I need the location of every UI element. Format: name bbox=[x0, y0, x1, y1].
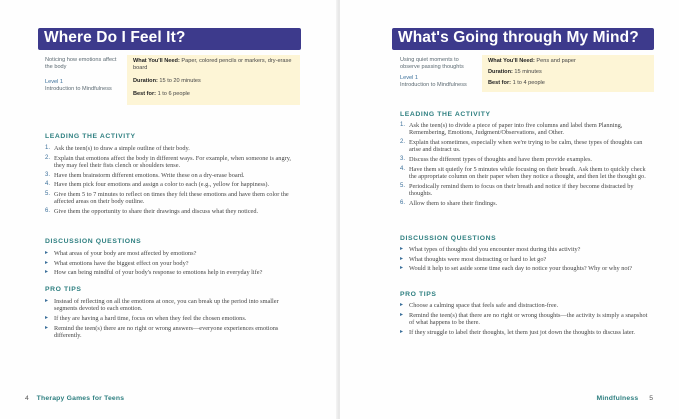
page-footer bbox=[596, 395, 653, 402]
level-label: Level 1 bbox=[45, 79, 64, 85]
materials-box bbox=[127, 55, 300, 105]
step-item bbox=[400, 166, 652, 181]
step-item bbox=[45, 145, 301, 152]
bullet-text: What thoughts were most distracting or hard to let go? bbox=[409, 255, 547, 263]
step-number: 3. bbox=[45, 171, 51, 178]
step-number: 3. bbox=[400, 156, 406, 162]
leading-heading: LEADING THE ACTIVITY bbox=[45, 133, 136, 140]
bullet-text: Remind the teen(s) that there are no right or wrong thoughts—the activity is simply a snapshot of what happens to be there. bbox=[409, 311, 648, 326]
bullet-arrow-icon: ▸ bbox=[45, 298, 49, 304]
step-text: Give them the opportunity to share their drawings and discuss what they noticed. bbox=[54, 207, 259, 215]
step-number: 4. bbox=[45, 181, 51, 188]
step-text: Periodically remind them to focus on their breath and notice if they become distracted by thoughts. bbox=[409, 182, 634, 197]
bullet-text: What areas of your body are most affected by emotions? bbox=[54, 250, 197, 257]
tips-heading: PRO TIPS bbox=[45, 286, 82, 293]
step-text: Have them sit quietly for 5 minutes while focusing on their breath. Ask them to quickly check the appropriate column on their paper when they notice a thought, and then let the thought go. bbox=[409, 165, 646, 180]
level-name: Introduction to Mindfulness bbox=[45, 86, 112, 92]
best-for-line: Best for: 1 to 6 people bbox=[133, 91, 190, 97]
questions-list bbox=[45, 250, 301, 279]
tip-item bbox=[45, 325, 301, 340]
step-text: Ask the teen(s) to divide a piece of paper into five columns and label them Planning, Remembering, Emotions, Judgment/Observations, and Other. bbox=[409, 122, 623, 137]
bullet-arrow-icon: ▸ bbox=[400, 265, 404, 272]
discussion-heading: DISCUSSION QUESTIONS bbox=[45, 238, 142, 245]
bullet-arrow-icon: ▸ bbox=[400, 302, 404, 308]
activity-title-bar bbox=[392, 28, 654, 50]
question-item bbox=[45, 260, 301, 267]
bullet-arrow-icon: ▸ bbox=[45, 315, 49, 321]
step-number: 1. bbox=[45, 145, 51, 151]
step-item bbox=[400, 156, 652, 163]
leading-heading: LEADING THE ACTIVITY bbox=[400, 111, 491, 118]
bullet-text: Choose a calming space that feels safe and distraction-free. bbox=[409, 302, 559, 309]
activity-level bbox=[400, 75, 478, 89]
step-number: 5. bbox=[400, 182, 406, 189]
bullet-arrow-icon: ▸ bbox=[400, 328, 404, 335]
tip-item bbox=[400, 329, 652, 336]
step-number: 5. bbox=[45, 190, 51, 197]
materials-line: What You'll Need: Pens and paper bbox=[488, 58, 576, 64]
question-item bbox=[45, 269, 301, 276]
step-number: 1. bbox=[400, 122, 406, 128]
step-number: 6. bbox=[45, 207, 51, 214]
step-number: 2. bbox=[400, 139, 406, 145]
discussion-heading: DISCUSSION QUESTIONS bbox=[400, 235, 497, 242]
tip-item bbox=[400, 302, 652, 309]
step-text: Give them 5 to 7 minutes to reflect on times they felt these emotions and have them color the affected areas on their body outline. bbox=[54, 190, 289, 206]
step-text: Discuss the different types of thoughts and have them provide examples. bbox=[409, 156, 592, 163]
bullet-arrow-icon: ▸ bbox=[400, 311, 404, 318]
bullet-text: How can being mindful of your body's response to emotions help in everyday life? bbox=[54, 269, 263, 277]
running-head: Therapy Games for Teens bbox=[36, 395, 125, 402]
activity-description: Noticing how emotions affect the body bbox=[45, 57, 117, 70]
materials-box bbox=[482, 55, 654, 92]
activity-title: Where Do I Feel It? bbox=[44, 29, 186, 46]
tip-item bbox=[45, 315, 301, 322]
step-text: Have them pick four emotions and assign a color to each (e.g., yellow for happiness). bbox=[54, 181, 270, 189]
step-text: Ask the teen(s) to draw a simple outline of their body. bbox=[54, 145, 190, 152]
running-head: Mindfulness bbox=[596, 395, 639, 402]
step-item bbox=[400, 122, 652, 137]
questions-list bbox=[400, 246, 652, 275]
level-label: Level 1 bbox=[400, 75, 419, 81]
step-item bbox=[45, 191, 301, 206]
page-footer bbox=[25, 395, 124, 402]
bullet-text: Remind the teen(s) there are no right or wrong answers—everyone experiences emotions differently. bbox=[54, 324, 279, 339]
left-page bbox=[0, 0, 339, 419]
tip-item bbox=[400, 312, 652, 327]
bullet-text: If they are having a hard time, focus on when they feel the chosen emotions. bbox=[54, 315, 247, 322]
bullet-text: Would it help to set aside some time each day to notice your thoughts? Why or why not? bbox=[409, 265, 633, 273]
activity-title: What's Going through My Mind? bbox=[398, 29, 639, 46]
materials-line: What You'll Need: Paper, colored pencils or markers, dry-erase board bbox=[133, 58, 292, 71]
step-item bbox=[45, 181, 301, 188]
activity-title-bar bbox=[38, 28, 301, 50]
page-number: 5 bbox=[649, 395, 653, 402]
step-item bbox=[45, 172, 301, 179]
duration-line: Duration: 15 minutes bbox=[488, 69, 542, 75]
bullet-arrow-icon: ▸ bbox=[45, 269, 49, 276]
question-item bbox=[400, 265, 652, 272]
step-number: 4. bbox=[400, 165, 406, 172]
bullet-text: What emotions have the biggest effect on your body? bbox=[54, 259, 189, 267]
step-item bbox=[400, 139, 652, 154]
step-item bbox=[45, 155, 301, 170]
bullet-arrow-icon: ▸ bbox=[400, 246, 404, 252]
right-page bbox=[340, 0, 679, 419]
step-item bbox=[400, 183, 652, 198]
tips-heading: PRO TIPS bbox=[400, 291, 437, 298]
bullet-text: If they struggle to label their thoughts, let them just jot down the thoughts to discuss later. bbox=[409, 328, 635, 336]
step-item bbox=[400, 200, 652, 207]
question-item bbox=[400, 246, 652, 253]
step-item bbox=[45, 208, 301, 215]
step-text: Explain that sometimes, especially when we're trying to be calm, these types of thoughts can arise and distract us. bbox=[409, 139, 643, 154]
page-number: 4 bbox=[25, 395, 29, 402]
bullet-arrow-icon: ▸ bbox=[45, 259, 49, 266]
question-item bbox=[45, 250, 301, 257]
steps-list bbox=[400, 122, 652, 209]
question-item bbox=[400, 256, 652, 263]
step-number: 6. bbox=[400, 199, 406, 206]
bullet-arrow-icon: ▸ bbox=[45, 250, 49, 256]
steps-list bbox=[45, 145, 301, 217]
step-number: 2. bbox=[45, 154, 51, 161]
activity-description: Using quiet moments to observe passing thoughts bbox=[400, 57, 464, 70]
level-name: Introduction to Mindfulness bbox=[400, 82, 467, 88]
step-text: Have them brainstorm different emotions. Write these on a dry-erase board. bbox=[54, 171, 245, 179]
bullet-text: What types of thoughts did you encounter most during this activity? bbox=[409, 246, 581, 253]
step-text: Explain that emotions affect the body in different ways. For example, when someone is angry, they may feel their fists clench or shoulders tense. bbox=[54, 154, 292, 169]
best-for-line: Best for: 1 to 4 people bbox=[488, 80, 545, 86]
bullet-text: Instead of reflecting on all the emotions at once, you can break up the period into smaller segments devoted to each emotion. bbox=[54, 298, 279, 313]
duration-line: Duration: 15 to 20 minutes bbox=[133, 78, 201, 84]
tip-item bbox=[45, 298, 301, 313]
activity-level bbox=[45, 79, 123, 93]
step-text: Allow them to share their findings. bbox=[409, 199, 498, 207]
bullet-arrow-icon: ▸ bbox=[45, 324, 49, 331]
tips-list bbox=[45, 298, 301, 342]
bullet-arrow-icon: ▸ bbox=[400, 255, 404, 262]
tips-list bbox=[400, 302, 652, 338]
